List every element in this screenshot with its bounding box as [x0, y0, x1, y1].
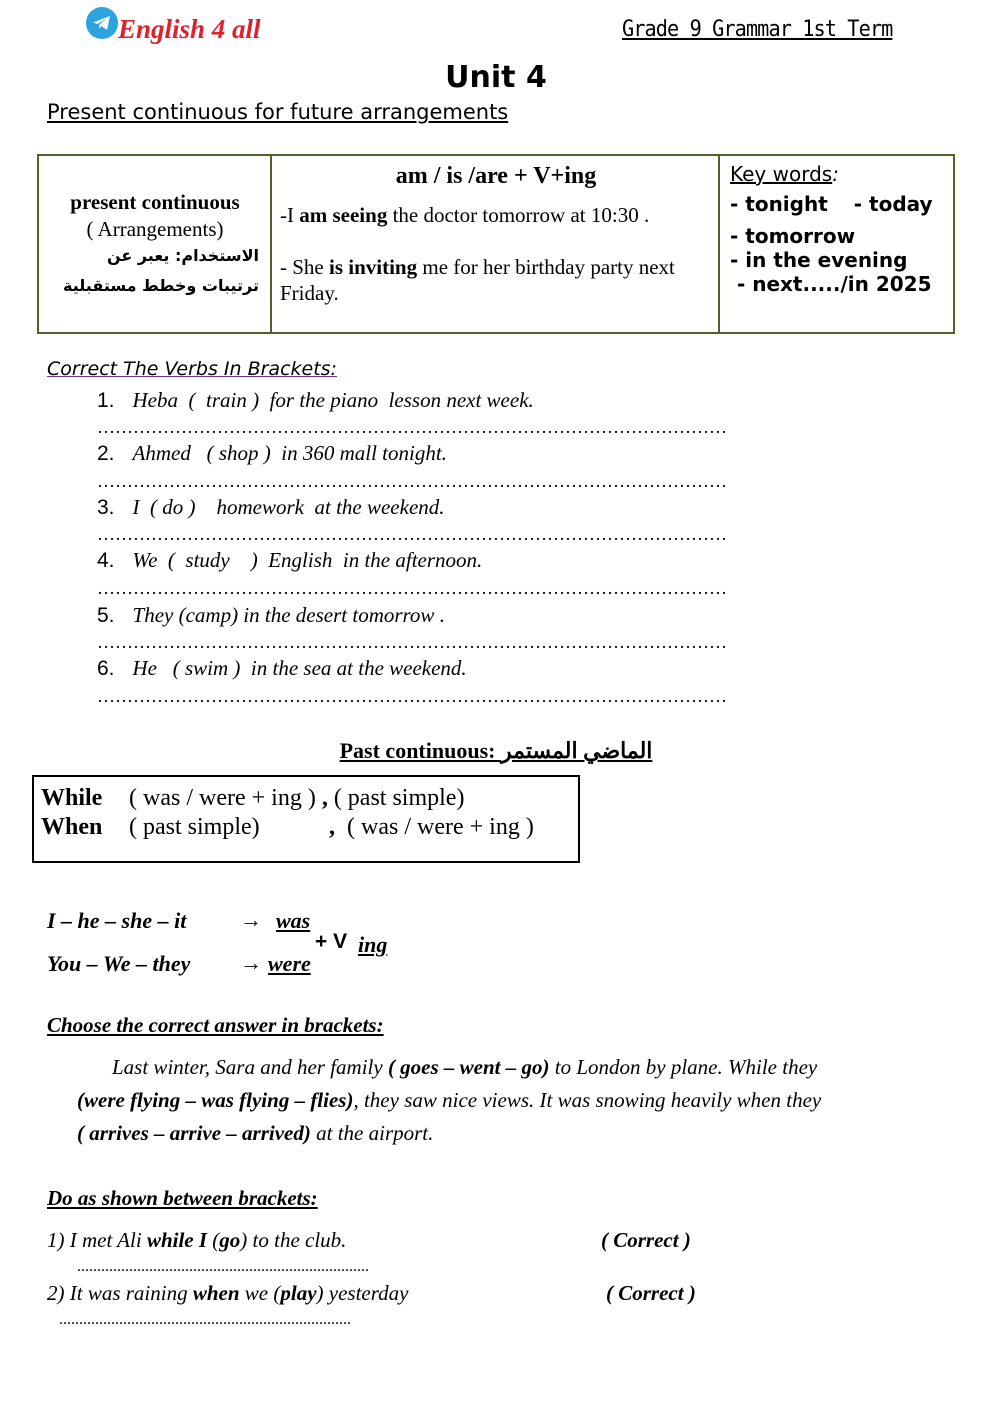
paragraph-line-3: ( arrives – arrive – arrived) at the airport.: [77, 1121, 434, 1145]
key-word-next: - next...../in 2025: [730, 272, 932, 296]
choice-1[interactable]: ( goes – went – go): [387, 1055, 550, 1079]
example-2: - She is inviting me for her birthday party next Friday.: [280, 255, 675, 305]
plus-verb: + V: [315, 930, 348, 953]
answer-line[interactable]: .........................................................................: [77, 1258, 369, 1275]
list-item: 4. We ( study ) English in the afternoon.: [97, 548, 483, 572]
example-1: -I am seeing the doctor tomorrow at 10:30 .: [280, 203, 650, 227]
arabic-usage-text: ترتيبات وخطط مستقبلية: [63, 276, 259, 295]
key-word-tomorrow: - tomorrow: [730, 224, 856, 248]
question-2: 2) It was raining when we (play) yesterday: [47, 1281, 409, 1305]
question-1-instruction: ( Correct ): [601, 1228, 691, 1252]
telegram-icon: [85, 6, 119, 40]
list-item: 6. He ( swim ) in the sea at the weekend.: [97, 656, 467, 680]
grammar-rule-table: [37, 154, 955, 334]
ing-label: ing: [358, 932, 388, 957]
list-item: 3. I ( do ) homework at the weekend.: [97, 495, 445, 519]
answer-line[interactable]: ……………………………………………………………………………………………: [97, 686, 727, 706]
arrow-icon: →: [240, 907, 262, 932]
were-label: were: [268, 951, 311, 976]
was-label: was: [276, 908, 311, 933]
answer-line[interactable]: ……………………………………………………………………………………………: [97, 471, 727, 491]
rule-name: present continuous: [70, 190, 240, 214]
answer-line[interactable]: ……………………………………………………………………………………………: [97, 524, 727, 544]
key-words-line-1: - tonight - today: [730, 192, 933, 216]
key-words-cell: [721, 156, 953, 332]
while-when-rule-box: [32, 775, 580, 863]
rule-formula-cell: [273, 156, 719, 332]
list-item: 5. They (camp) in the desert tomorrow .: [97, 603, 445, 627]
brand-title: English 4 all: [118, 14, 261, 44]
while-row: While ( was / were + ing ) , ( past simple): [41, 785, 465, 811]
when-row: When ( past simple) , ( was / were + ing ): [41, 814, 534, 840]
question-2-instruction: ( Correct ): [606, 1281, 696, 1305]
past-continuous-title: Past continuous: الماضي المستمر: [339, 738, 653, 763]
key-word-evening: - in the evening: [730, 248, 908, 272]
arrow-icon: →: [240, 950, 262, 975]
paragraph-line-1: Last winter, Sara and her family ( goes – went – go) to London by plane. While they: [112, 1055, 818, 1079]
exercise-1-title: Correct The Verbs In Brackets:: [47, 358, 337, 380]
pronouns-singular: I – he – she – it: [47, 908, 187, 933]
question-1: 1) I met Ali while I (go) to the club.: [47, 1228, 347, 1252]
answer-line[interactable]: ……………………………………………………………………………………………: [97, 417, 727, 437]
choice-3[interactable]: ( arrives – arrive – arrived): [77, 1121, 311, 1145]
answer-line[interactable]: ……………………………………………………………………………………………: [97, 578, 727, 598]
pronouns-plural: You – We – they: [47, 951, 191, 976]
paragraph-line-2: (were flying – was flying – flies), they saw nice views. It was snowing heavily when they: [77, 1088, 822, 1112]
answer-line[interactable]: ……………………………………………………………………………………………: [97, 632, 727, 652]
arabic-usage-label: الاستخدام: يعبر عن: [106, 246, 259, 265]
key-words-heading: Key words:: [730, 162, 839, 186]
list-item: 2. Ahmed ( shop ) in 360 mall tonight.: [97, 441, 447, 465]
formula: am / is /are + V+ing: [395, 163, 597, 189]
grade-label: Grade 9 Grammar 1st Term: [622, 17, 893, 42]
section-subtitle: Present continuous for future arrangements: [47, 100, 509, 124]
list-item: 1. Heba ( train ) for the piano lesson next week.: [97, 388, 534, 412]
choice-2[interactable]: (were flying – was flying – flies): [77, 1088, 354, 1112]
rule-type: ( Arrangements): [86, 217, 224, 241]
exercise-3-title: Do as shown between brackets:: [47, 1186, 318, 1210]
answer-line[interactable]: .........................................................................: [59, 1311, 351, 1328]
page-title: Unit 4: [445, 60, 547, 95]
exercise-2-title: Choose the correct answer in brackets:: [47, 1013, 384, 1037]
rule-usage-cell: [39, 156, 271, 332]
